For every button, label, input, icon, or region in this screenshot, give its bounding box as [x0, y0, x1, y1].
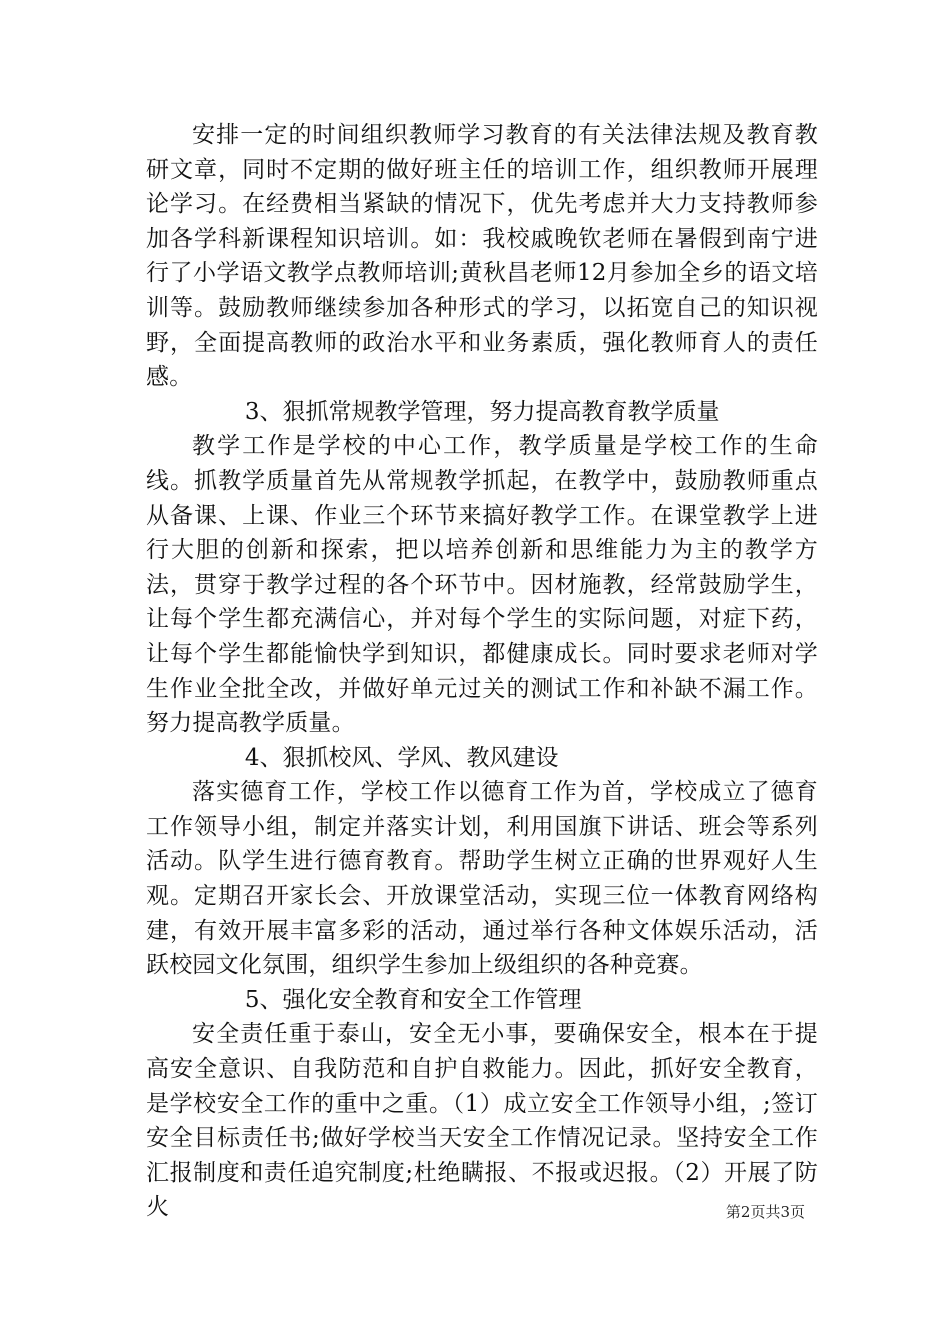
paragraph-teaching-quality: 教学工作是学校的中心工作，教学质量是学校工作的生命线。抓教学质量首先从常规教学抓起，在教学中，鼓励教师重点从备课、上课、作业三个环节来搞好教学工作。在课堂教学上进行大胆的创新和探索，把以培养创新和思维能力为主的教学方法，贯穿于教学过程的各个环节中。因材施教，经常鼓励学生，让每个学生都充满信心，并对每个学生的实际问题，对症下药，让每个学生都能愉快学到知识，都健康成长。同时要求老师对学生作业全批全改，并做好单元过关的测试工作和补缺不漏工作。努力提高教学质量。: [146, 433, 818, 737]
section-heading-teaching-management: 3、狠抓常规教学管理，努力提高教育教学质量: [244, 398, 720, 425]
paragraph-safety-education: 安全责任重于泰山，安全无小事，要确保安全，根本在于提高安全意识、自我防范和自护自救能力。因此，抓好安全教育，是学校安全工作的重中之重。（1）成立安全工作领导小组，;签订安全目标责任书;做好学校当天安全工作情况记录。坚持安全工作汇报制度和责任追究制度;杜绝瞒报、不报或迟报。（2）开展了防火: [146, 1021, 818, 1221]
page-number: 第2页共3页: [725, 1203, 805, 1221]
section-heading-school-spirit: 4、狠抓校风、学风、教风建设: [244, 744, 559, 771]
paragraph-moral-education: 落实德育工作，学校工作以德育工作为首，学校成立了德育工作领导小组，制定并落实计划，利用国旗下讲话、班会等系列活动。队学生进行德育教育。帮助学生树立正确的世界观好人生观。定期召开家长会、开放课堂活动，实现三位一体教育网络构建，有效开展丰富多彩的活动，通过举行各种文体娱乐活动，活跃校园文化氛围，组织学生参加上级组织的各种竞赛。: [146, 779, 818, 979]
paragraph-teacher-training: 安排一定的时间组织教师学习教育的有关法律法规及教育教研文章，同时不定期的做好班主任的培训工作，组织教师开展理论学习。在经费相当紧缺的情况下，优先考虑并大力支持教师参加各学科新课程知识培训。如：我校戚晚钦老师在暑假到南宁进行了小学语文教学点教师培训;黄秋昌老师12月参加全乡的语文培训等。鼓励教师继续参加各种形式的学习，以拓宽自己的知识视野，全面提高教师的政治水平和业务素质，强化教师育人的责任感。: [146, 122, 818, 391]
document-body: [146, 118, 818, 1225]
section-heading-safety: 5、强化安全教育和安全工作管理: [244, 986, 582, 1013]
